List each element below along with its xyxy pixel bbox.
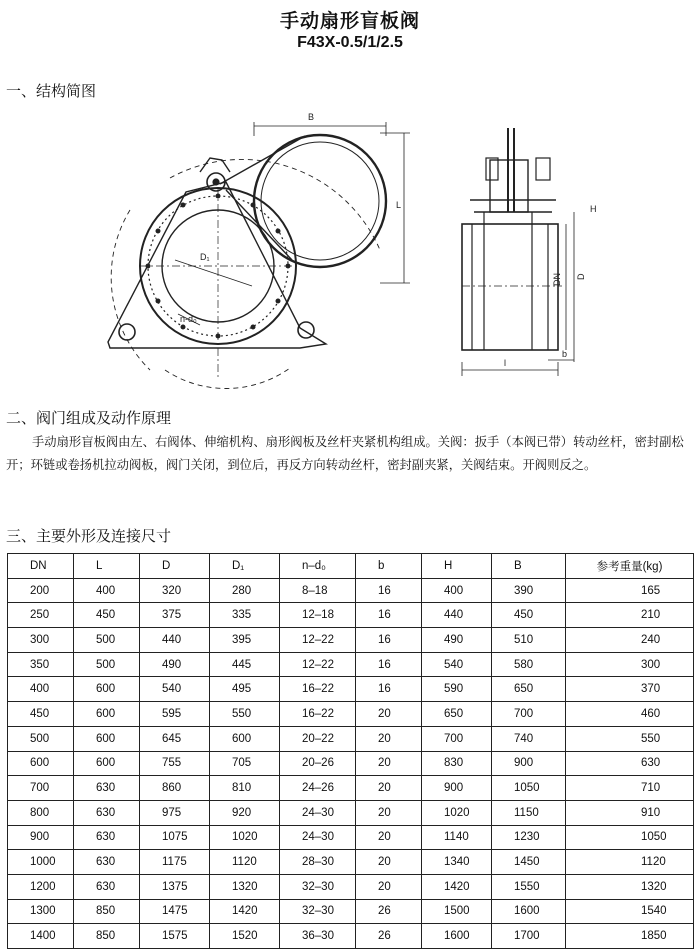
- table-cell: 540: [140, 677, 210, 702]
- dim-label-D1: D₁: [200, 252, 210, 262]
- table-cell: 700: [422, 726, 492, 751]
- table-cell: 600: [74, 702, 140, 727]
- table-cell: 650: [422, 702, 492, 727]
- table-cell: 1540: [566, 899, 694, 924]
- table-cell: 1420: [422, 874, 492, 899]
- table-cell: 600: [210, 726, 280, 751]
- header-d: D: [140, 554, 210, 579]
- table-row: [8, 677, 694, 702]
- table-cell: 16: [356, 603, 422, 628]
- table-cell: 1550: [492, 874, 566, 899]
- table-cell: 445: [210, 652, 280, 677]
- table-cell: 32–30: [280, 874, 356, 899]
- table-cell: 1140: [422, 825, 492, 850]
- principle-description: 手动扇形盲板阀由左、右阀体、伸缩机构、扇形阀板及丝杆夹紧机构组成。关阀：扳手（本阀已带）转动丝杆，密封副松开；环链或卷扬机拉动阀板，阀门关闭，到位后，再反方向转动丝杆，密封副夹紧，关阀结束。开阀则反之。: [6, 435, 684, 472]
- table-cell: 28–30: [280, 850, 356, 875]
- dim-label-D: D: [576, 273, 586, 280]
- table-cell: 32–30: [280, 899, 356, 924]
- table-cell: 900: [492, 751, 566, 776]
- table-cell: 1020: [210, 825, 280, 850]
- table-cell: 630: [566, 751, 694, 776]
- table-cell: 630: [74, 874, 140, 899]
- side-view: [462, 128, 574, 376]
- table-cell: 1150: [492, 800, 566, 825]
- dim-label-l: l: [504, 358, 506, 368]
- table-cell: 645: [140, 726, 210, 751]
- table-cell: 900: [8, 825, 74, 850]
- dim-label-DN: DN: [552, 273, 562, 286]
- table-cell: 755: [140, 751, 210, 776]
- table-row: [8, 652, 694, 677]
- table-cell: 580: [492, 652, 566, 677]
- table-cell: 800: [8, 800, 74, 825]
- section-dimensions-heading: 三、主要外形及连接尺寸: [6, 527, 172, 545]
- table-cell: 975: [140, 800, 210, 825]
- table-cell: 495: [210, 677, 280, 702]
- table-cell: 16: [356, 578, 422, 603]
- table-cell: 400: [422, 578, 492, 603]
- table-cell: 26: [356, 899, 422, 924]
- table-cell: 490: [422, 628, 492, 653]
- table-cell: 1320: [566, 874, 694, 899]
- table-cell: 16: [356, 677, 422, 702]
- table-header-row: [8, 554, 694, 579]
- table-cell: 860: [140, 776, 210, 801]
- table-cell: 550: [566, 726, 694, 751]
- table-cell: 1500: [422, 899, 492, 924]
- table-cell: 500: [74, 652, 140, 677]
- left-foot-wheel: [119, 324, 135, 340]
- table-cell: 400: [74, 578, 140, 603]
- table-cell: 1020: [422, 800, 492, 825]
- table-cell: 1450: [492, 850, 566, 875]
- table-cell: 1400: [8, 924, 74, 949]
- table-cell: 16–22: [280, 677, 356, 702]
- table-row: [8, 578, 694, 603]
- table-cell: 1320: [210, 874, 280, 899]
- header-dn: DN: [8, 554, 74, 579]
- table-cell: 280: [210, 578, 280, 603]
- header-weight: 参考重量(kg): [566, 554, 694, 579]
- table-cell: 1850: [566, 924, 694, 949]
- plate-swing-arc: [170, 159, 380, 250]
- table-cell: 1120: [210, 850, 280, 875]
- table-row: [8, 924, 694, 949]
- table-cell: 460: [566, 702, 694, 727]
- table-row: [8, 751, 694, 776]
- table-cell: 810: [210, 776, 280, 801]
- table-cell: 1600: [422, 924, 492, 949]
- dim-label-nd0: n-d₀: [180, 314, 197, 324]
- table-cell: 335: [210, 603, 280, 628]
- structure-diagram: [0, 100, 700, 400]
- table-cell: 20–22: [280, 726, 356, 751]
- table-cell: 500: [8, 726, 74, 751]
- table-cell: 490: [140, 652, 210, 677]
- table-cell: 450: [74, 603, 140, 628]
- table-row: [8, 628, 694, 653]
- table-cell: 440: [140, 628, 210, 653]
- table-cell: 24–30: [280, 800, 356, 825]
- dim-label-B: B: [308, 112, 315, 122]
- model-number: F43X-0.5/1/2.5: [297, 34, 403, 51]
- section-principle-heading: 二、阀门组成及动作原理: [6, 409, 172, 427]
- table-cell: 395: [210, 628, 280, 653]
- table-cell: 20: [356, 825, 422, 850]
- table-cell: 1375: [140, 874, 210, 899]
- table-cell: 370: [566, 677, 694, 702]
- table-cell: 600: [8, 751, 74, 776]
- header-d1: D₁: [210, 554, 280, 579]
- table-row: [8, 726, 694, 751]
- table-cell: 920: [210, 800, 280, 825]
- table-cell: 630: [74, 800, 140, 825]
- table-cell: 1120: [566, 850, 694, 875]
- table-cell: 1700: [492, 924, 566, 949]
- table-cell: 630: [74, 776, 140, 801]
- table-cell: 550: [210, 702, 280, 727]
- table-cell: 16: [356, 652, 422, 677]
- table-cell: 8–18: [280, 578, 356, 603]
- table-cell: 400: [8, 677, 74, 702]
- table-cell: 1050: [492, 776, 566, 801]
- table-row: [8, 850, 694, 875]
- table-cell: 12–22: [280, 628, 356, 653]
- section-structure-heading: 一、结构简图: [6, 82, 97, 100]
- table-cell: 300: [8, 628, 74, 653]
- table-cell: 710: [566, 776, 694, 801]
- dim-label-b: b: [562, 349, 568, 359]
- table-cell: 540: [422, 652, 492, 677]
- table-cell: 1600: [492, 899, 566, 924]
- header-nd0: n–d₀: [280, 554, 356, 579]
- table-row: [8, 874, 694, 899]
- header-bb: B: [492, 554, 566, 579]
- table-cell: 1475: [140, 899, 210, 924]
- table-cell: 700: [492, 702, 566, 727]
- table-cell: 20: [356, 776, 422, 801]
- table-cell: 1230: [492, 825, 566, 850]
- table-cell: 375: [140, 603, 210, 628]
- table-cell: 16: [356, 628, 422, 653]
- table-cell: 700: [8, 776, 74, 801]
- table-cell: 510: [492, 628, 566, 653]
- table-cell: 16–22: [280, 702, 356, 727]
- table-cell: 20: [356, 702, 422, 727]
- table-cell: 500: [74, 628, 140, 653]
- table-cell: 300: [566, 652, 694, 677]
- table-cell: 595: [140, 702, 210, 727]
- table-cell: 12–18: [280, 603, 356, 628]
- table-cell: 1520: [210, 924, 280, 949]
- table-cell: 20: [356, 751, 422, 776]
- table-cell: 830: [422, 751, 492, 776]
- table-cell: 1420: [210, 899, 280, 924]
- table-row: [8, 899, 694, 924]
- table-cell: 850: [74, 924, 140, 949]
- header-l: L: [74, 554, 140, 579]
- table-cell: 20: [356, 800, 422, 825]
- table-cell: 1000: [8, 850, 74, 875]
- table-row: [8, 603, 694, 628]
- table-cell: 390: [492, 578, 566, 603]
- table-cell: 20: [356, 850, 422, 875]
- table-cell: 850: [74, 899, 140, 924]
- table-cell: 1175: [140, 850, 210, 875]
- table-cell: 450: [492, 603, 566, 628]
- table-cell: 1575: [140, 924, 210, 949]
- table-cell: 20–26: [280, 751, 356, 776]
- table-cell: 250: [8, 603, 74, 628]
- table-cell: 630: [74, 850, 140, 875]
- dim-label-L: L: [396, 200, 402, 210]
- table-cell: 1340: [422, 850, 492, 875]
- table-cell: 320: [140, 578, 210, 603]
- table-cell: 210: [566, 603, 694, 628]
- header-b: b: [356, 554, 422, 579]
- table-cell: 200: [8, 578, 74, 603]
- table-cell: 1075: [140, 825, 210, 850]
- page-title: 手动扇形盲板阀: [279, 10, 420, 32]
- table-cell: 705: [210, 751, 280, 776]
- table-cell: 630: [74, 825, 140, 850]
- table-cell: 1050: [566, 825, 694, 850]
- table-row: [8, 776, 694, 801]
- table-cell: 1200: [8, 874, 74, 899]
- table-cell: 590: [422, 677, 492, 702]
- table-cell: 20: [356, 726, 422, 751]
- dimensions-table: [7, 553, 694, 949]
- table-cell: 910: [566, 800, 694, 825]
- table-row: [8, 800, 694, 825]
- header-h: H: [422, 554, 492, 579]
- table-cell: 450: [8, 702, 74, 727]
- dim-label-H: H: [590, 204, 597, 214]
- table-cell: 350: [8, 652, 74, 677]
- table-cell: 600: [74, 677, 140, 702]
- table-cell: 440: [422, 603, 492, 628]
- table-row: [8, 825, 694, 850]
- table-cell: 36–30: [280, 924, 356, 949]
- table-cell: 165: [566, 578, 694, 603]
- table-cell: 600: [74, 751, 140, 776]
- table-row: [8, 702, 694, 727]
- table-cell: 12–22: [280, 652, 356, 677]
- table-cell: 24–30: [280, 825, 356, 850]
- table-cell: 26: [356, 924, 422, 949]
- table-cell: 600: [74, 726, 140, 751]
- table-cell: 24–26: [280, 776, 356, 801]
- table-cell: 1300: [8, 899, 74, 924]
- right-foot-wheel: [298, 322, 314, 338]
- fan-plate-circle: [254, 135, 386, 267]
- table-cell: 740: [492, 726, 566, 751]
- table-cell: 20: [356, 874, 422, 899]
- table-cell: 900: [422, 776, 492, 801]
- table-cell: 650: [492, 677, 566, 702]
- table-cell: 240: [566, 628, 694, 653]
